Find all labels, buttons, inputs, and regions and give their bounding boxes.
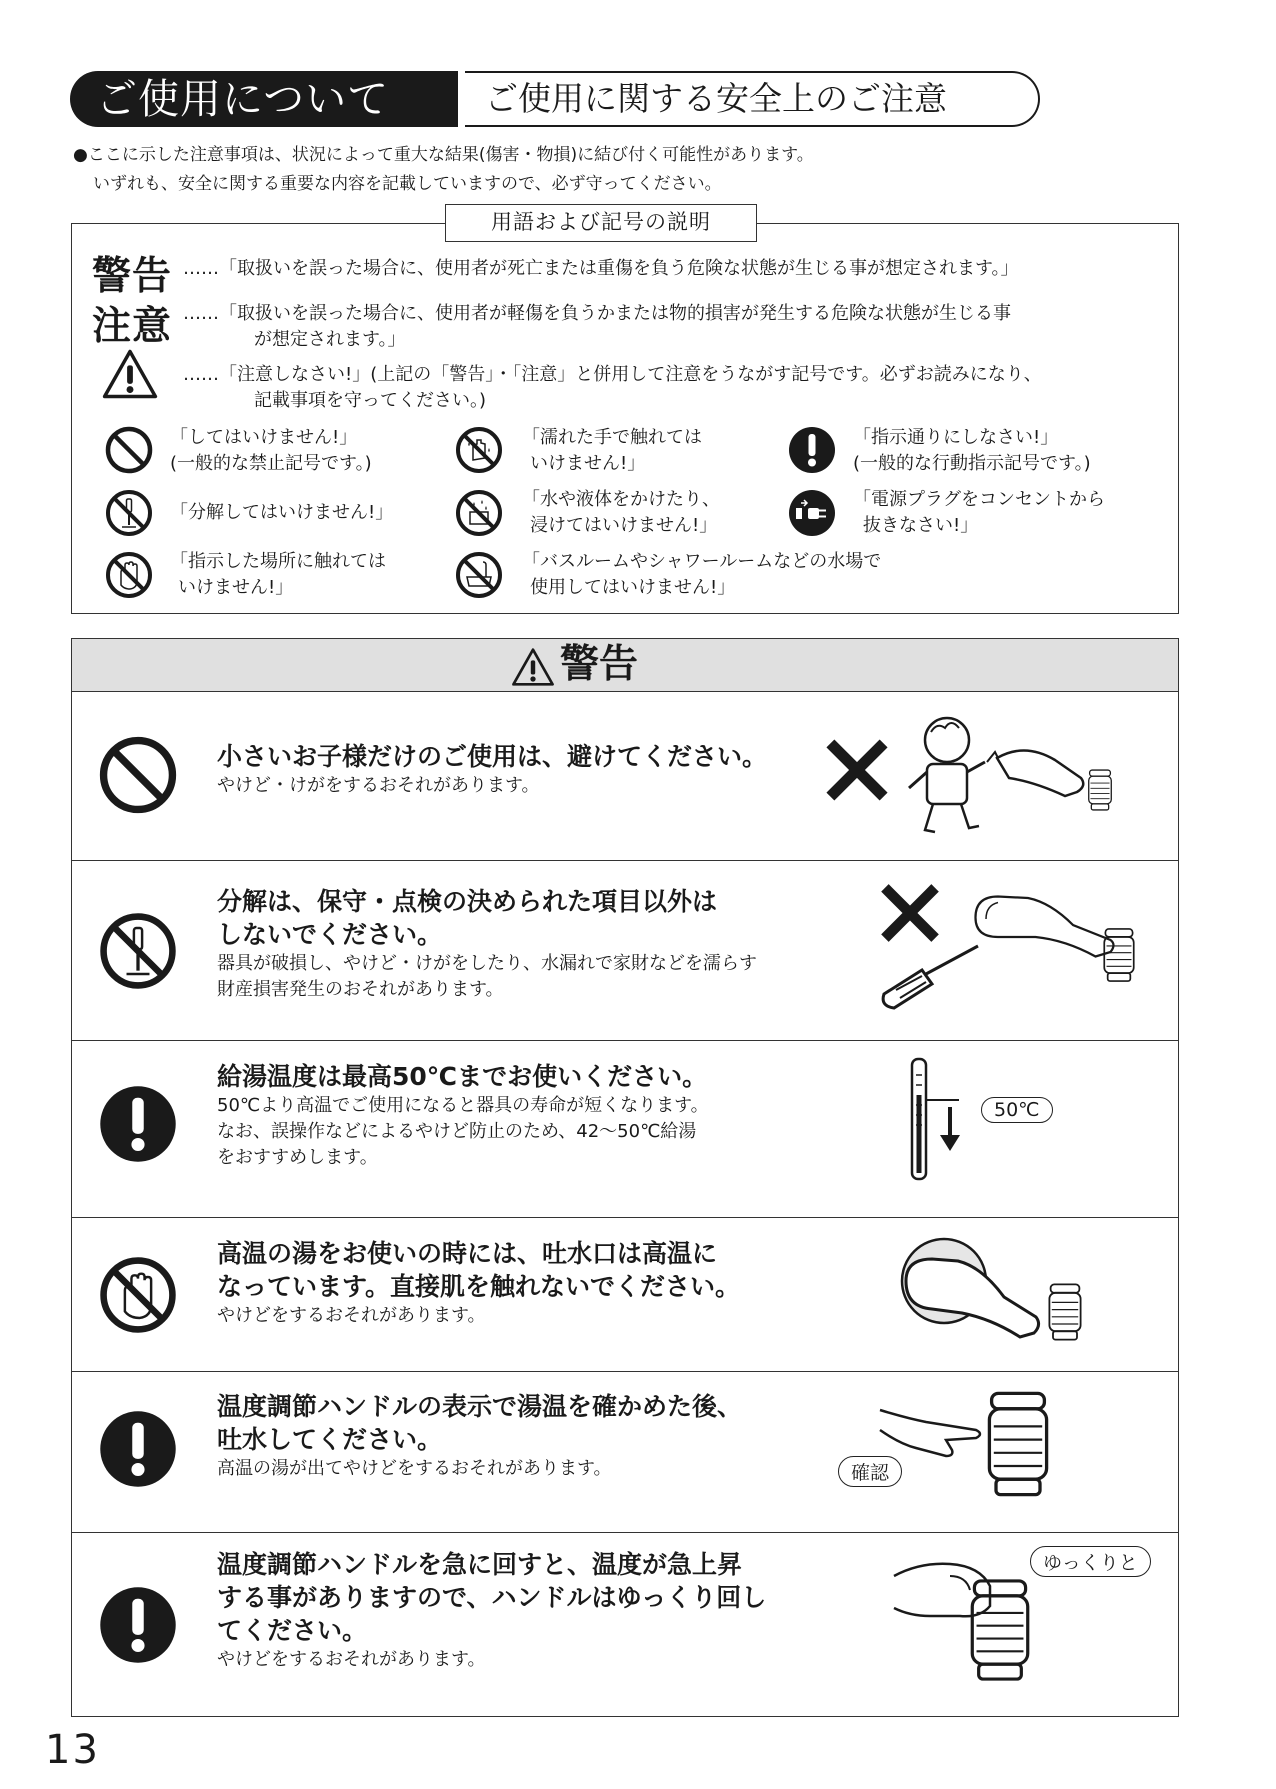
temperature-handle-icon — [1087, 768, 1113, 812]
hand-pointing-illustration — [876, 1400, 988, 1460]
row-divider — [72, 1371, 1178, 1372]
intro-text — [73, 141, 814, 199]
no-touch-icon — [104, 550, 154, 600]
temperature-handle-icon — [1047, 1280, 1083, 1344]
faucet-spout-illustration — [968, 880, 1118, 970]
temperature-badge: 50℃ — [981, 1097, 1053, 1123]
legend-title: 用語および記号の説明 — [445, 204, 757, 242]
warning-row-check-temp: 温度調節ハンドルの表示で湯温を確かめた後、 吐水してください。 高温の湯が出てやけどをするおそれがあります。 — [217, 1392, 743, 1479]
prohibit-icon — [97, 734, 179, 816]
warning-row-disassemble: 分解は、保守・点検の決められた項目以外は しないでください。 器具が破損し、やけど・けがをしたり、水漏れで家財などを濡らす 財産損害発生のおそれがあります。 — [217, 887, 757, 1000]
chui-description-2: が想定されます。」 — [254, 329, 406, 350]
chui-word: 注意 — [92, 304, 173, 349]
disassemble-prohibit-icon — [97, 910, 179, 992]
mandatory-icon — [97, 1083, 179, 1165]
row-divider — [72, 1532, 1178, 1533]
legend-item-bathroom: 「バスルームやシャワールームなどの水場で 使用してはいけません!」 — [522, 551, 882, 598]
legend-item-prohibit: 「してはいけません!」 (一般的な禁止記号です。) — [170, 427, 372, 474]
warning-triangle-icon — [510, 647, 556, 687]
temperature-handle-icon — [985, 1388, 1051, 1500]
child-touching-faucet-illustration — [905, 712, 1105, 842]
cross-mark-icon — [877, 880, 943, 946]
prohibit-icon — [104, 425, 154, 475]
warning-row-rotate-slowly: 温度調節ハンドルを急に回すと、温度が急上昇 する事がありますので、ハンドルはゆっくり回し てください。 やけどをするおそれがあります。 — [217, 1550, 767, 1670]
header-label-dark: ご使用について — [70, 71, 458, 127]
cross-mark-icon — [822, 735, 892, 805]
triangle-description-2: 記載事項を守ってください。) — [254, 390, 487, 411]
temperature-handle-icon — [968, 1575, 1032, 1685]
legend-item-water: 「水や液体をかけたり、 浸けてはいけません!」 — [522, 489, 720, 536]
warning-title: 警告 — [560, 642, 639, 687]
confirm-badge: 確認 — [838, 1456, 902, 1487]
warning-row-children: 小さいお子様だけのご使用は、避けてください。 やけど・けがをするおそれがあります。 — [217, 742, 768, 796]
mandatory-icon — [97, 1408, 179, 1490]
thermometer-icon — [904, 1055, 964, 1185]
row-divider — [72, 1217, 1178, 1218]
warning-row-hot-spout: 高温の湯をお使いの時には、吐水口は高温に なっています。直接肌を触れないでください。 やけどをするおそれがあります。 — [217, 1239, 741, 1326]
row-divider — [72, 1040, 1178, 1041]
hot-spout-illustration — [892, 1237, 1044, 1343]
page-number: 13 — [45, 1727, 100, 1773]
screwdriver-icon — [876, 940, 986, 1010]
mandatory-icon — [787, 425, 837, 475]
temperature-handle-icon — [1102, 925, 1136, 985]
intro-line-2: いずれも、安全に関する重要な内容を記載していますので、必ず守ってください。 — [93, 174, 722, 194]
water-prohibit-icon — [454, 488, 504, 538]
wet-hand-prohibit-icon — [454, 425, 504, 475]
no-touch-icon — [97, 1254, 179, 1336]
slowly-badge: ゆっくりと — [1030, 1546, 1151, 1577]
keikoku-word: 警告 — [92, 254, 173, 299]
legend-item-wet-hand: 「濡れた手で触れては いけません!」 — [522, 427, 702, 474]
section-header — [70, 71, 1040, 127]
triangle-description-1: ……「注意しなさい!」(上記の「警告」・「注意」と併用して注意をうながす記号です。必ずお読みになり、 — [183, 364, 1042, 385]
caution-triangle-icon — [101, 348, 159, 400]
chui-description-1: ……「取扱いを誤った場合に、使用者が軽傷を負うかまたは物的損害が発生する危険な状態が生じる事 — [183, 303, 1011, 324]
legend-item-disassemble: 「分解してはいけません!」 — [170, 502, 394, 523]
legend-item-mandatory: 「指示通りにしなさい!」 (一般的な行動指示記号です。) — [853, 427, 1091, 474]
keikoku-description: ……「取扱いを誤った場合に、使用者が死亡または重傷を負う危険な状態が生じる事が想定されます。」 — [183, 258, 1019, 279]
unplug-icon — [787, 488, 837, 538]
warning-row-temperature: 給湯温度は最高50℃までお使いください。 50℃より高温でご使用になると器具の寿命が短くなります。 なお、誤操作などによるやけど防止のため、42〜50℃給湯 をおすすめします。 — [217, 1062, 709, 1168]
disassemble-prohibit-icon — [104, 488, 154, 538]
bathroom-prohibit-icon — [454, 550, 504, 600]
row-divider — [72, 860, 1178, 861]
header-label-light: ご使用に関する安全上のご注意 — [465, 71, 1040, 127]
intro-line-1: ●ここに示した注意事項は、状況によって重大な結果(傷害・物損)に結び付く可能性があります。 — [73, 145, 814, 165]
legend-item-unplug: 「電源プラグをコンセントから 抜きなさい!」 — [853, 489, 1105, 536]
mandatory-icon — [97, 1584, 179, 1666]
legend-item-no-touch: 「指示した場所に触れては いけません!」 — [170, 551, 386, 598]
